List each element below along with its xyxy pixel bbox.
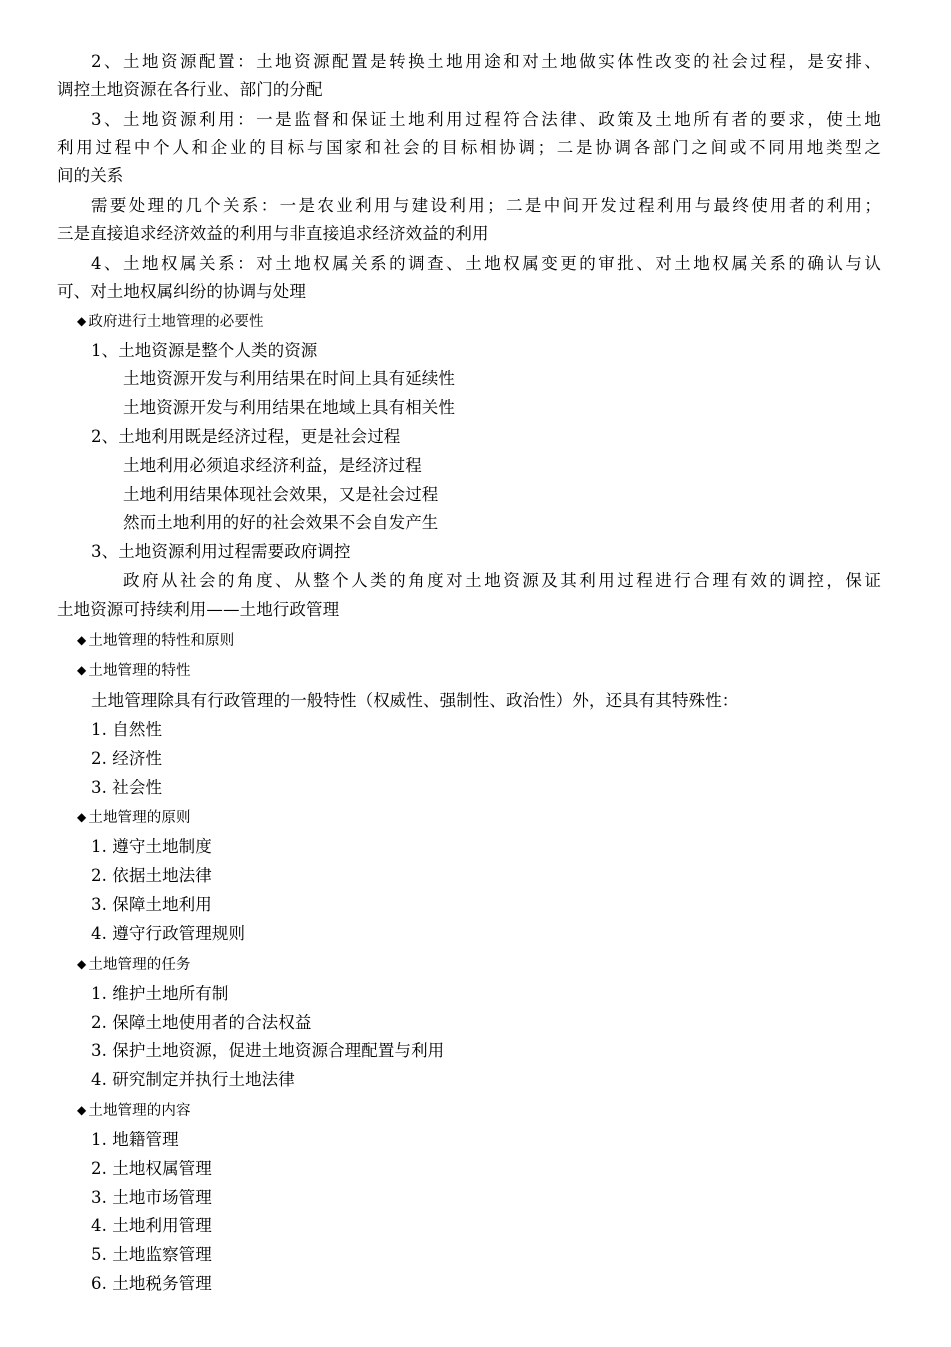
tasks-item: 1. 维护土地所有制 (91, 984, 229, 1003)
heading-tasks-text: 土地管理的任务 (88, 957, 191, 973)
necessity-item-2b: 土地利用结果体现社会效果，又是社会过程 (123, 485, 439, 504)
heading-principles (77, 808, 191, 828)
contents-item: 1. 地籍管理 (91, 1130, 179, 1149)
heading-necessity (77, 312, 264, 332)
contents-item: 5. 土地监察管理 (91, 1245, 212, 1264)
necessity-item-3-line2: 土地资源可持续利用——土地行政管理 (57, 600, 340, 619)
paragraph-resource-use-line1: 3、土地资源利用：一是监督和保证土地利用过程符合法律、政策及土地所有者的要求，使土地 (91, 110, 881, 129)
paragraph-resource-allocation-line2: 调控土地资源在各行业、部门的分配 (57, 80, 323, 99)
diamond-bullet-icon: ◆ (77, 663, 87, 677)
heading-contents-text: 土地管理的内容 (88, 1103, 191, 1119)
contents-item: 3. 土地市场管理 (91, 1188, 212, 1207)
paragraph-resource-allocation-line1: 2、土地资源配置：土地资源配置是转换土地用途和对土地做实体性改变的社会过程，是安排、 (91, 52, 881, 71)
necessity-item-1b: 土地资源开发与利用结果在地域上具有相关性 (123, 398, 455, 417)
diamond-bullet-icon: ◆ (77, 957, 87, 971)
contents-item: 2. 土地权属管理 (91, 1159, 212, 1178)
diamond-bullet-icon: ◆ (77, 314, 87, 328)
heading-characteristics-principles-text: 土地管理的特性和原则 (88, 633, 235, 649)
tasks-item: 4. 研究制定并执行土地法律 (91, 1070, 295, 1089)
heading-characteristics-text: 土地管理的特性 (88, 663, 191, 679)
tasks-item: 2. 保障土地使用者的合法权益 (91, 1013, 312, 1032)
diamond-bullet-icon: ◆ (77, 633, 87, 647)
necessity-item-3-line1: 政府从社会的角度、从整个人类的角度对土地资源及其利用过程进行合理有效的调控，保证 (123, 571, 881, 590)
heading-characteristics (77, 661, 191, 681)
necessity-item-3: 3、土地资源利用过程需要政府调控 (91, 542, 351, 561)
heading-tasks (77, 955, 191, 975)
tasks-item: 3. 保护土地资源，促进土地资源合理配置与利用 (91, 1041, 445, 1060)
paragraph-relations-line2: 三是直接追求经济效益的利用与非直接追求经济效益的利用 (57, 224, 489, 243)
contents-item: 6. 土地税务管理 (91, 1274, 212, 1293)
necessity-item-2: 2、土地利用既是经济过程，更是社会过程 (91, 427, 401, 446)
paragraph-resource-use-line3: 间的关系 (57, 166, 124, 185)
principles-item: 3. 保障土地利用 (91, 895, 212, 914)
paragraph-resource-use-line2: 利用过程中个人和企业的目标与国家和社会的目标相协调；二是协调各部门之间或不同用地类型之 (57, 138, 881, 157)
heading-contents (77, 1101, 191, 1121)
necessity-item-1: 1、土地资源是整个人类的资源 (91, 341, 318, 360)
heading-characteristics-principles (77, 631, 234, 651)
paragraph-ownership-line1: 4、土地权属关系：对土地权属关系的调查、土地权属变更的审批、对土地权属关系的确认与认 (91, 254, 881, 273)
characteristics-intro: 土地管理除具有行政管理的一般特性（权威性、强制性、政治性）外，还具有其特殊性： (91, 691, 739, 710)
characteristics-item: 3. 社会性 (91, 778, 163, 797)
diamond-bullet-icon: ◆ (77, 810, 87, 824)
necessity-item-2c: 然而土地利用的好的社会效果不会自发产生 (123, 513, 439, 532)
paragraph-ownership-line2: 可、对土地权属纠纷的协调与处理 (57, 282, 306, 301)
necessity-item-1a: 土地资源开发与利用结果在时间上具有延续性 (123, 369, 455, 388)
principles-item: 1. 遵守土地制度 (91, 837, 212, 856)
diamond-bullet-icon: ◆ (77, 1103, 87, 1117)
heading-principles-text: 土地管理的原则 (88, 810, 191, 826)
principles-item: 2. 依据土地法律 (91, 866, 212, 885)
heading-necessity-text: 政府进行土地管理的必要性 (88, 314, 264, 330)
necessity-item-2a: 土地利用必须追求经济利益，是经济过程 (123, 456, 422, 475)
contents-item: 4. 土地利用管理 (91, 1216, 212, 1235)
characteristics-item: 2. 经济性 (91, 749, 163, 768)
principles-item: 4. 遵守行政管理规则 (91, 924, 246, 943)
paragraph-relations-line1: 需要处理的几个关系：一是农业利用与建设利用；二是中间开发过程利用与最终使用者的利用； (91, 196, 881, 215)
characteristics-item: 1. 自然性 (91, 720, 163, 739)
